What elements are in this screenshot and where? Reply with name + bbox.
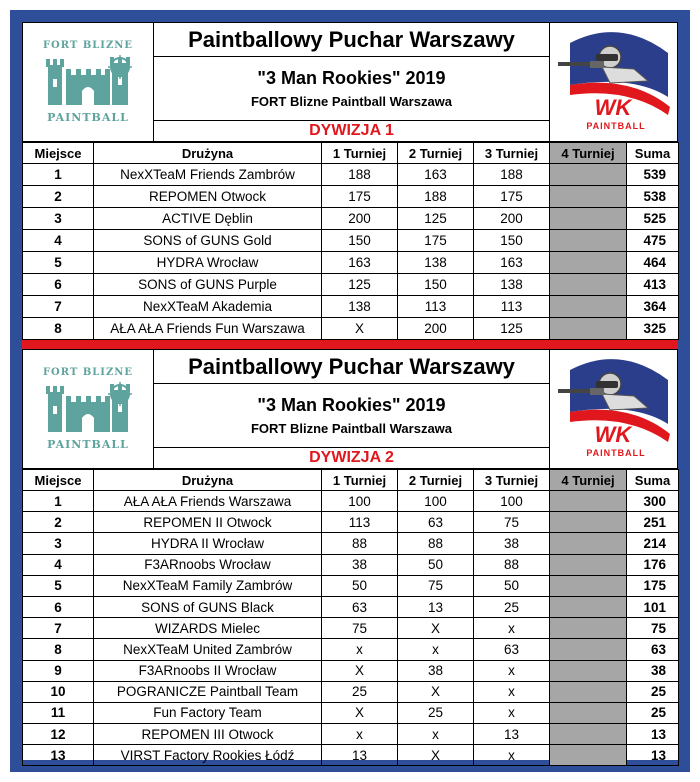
cup-title: Paintballowy Puchar Warszawy <box>154 350 549 384</box>
sum-cell: 13 <box>627 745 679 766</box>
sum-cell: 413 <box>627 274 679 296</box>
team-cell: REPOMEN III Otwock <box>94 724 322 745</box>
tournament-1-cell: 163 <box>322 252 398 274</box>
division-label: DYWIZJA 2 <box>309 449 394 466</box>
tournament-2-cell: 163 <box>398 164 474 186</box>
sum-cell: 525 <box>627 208 679 230</box>
tournament-3-cell: 38 <box>474 533 550 554</box>
tournament-1-cell: 100 <box>322 491 398 512</box>
section-divider <box>22 340 678 349</box>
table-row <box>23 252 679 274</box>
tournament-4-cell <box>550 318 627 340</box>
sum-cell: 25 <box>627 681 679 702</box>
team-cell: SONS of GUNS Gold <box>94 230 322 252</box>
sum-cell: 13 <box>627 724 679 745</box>
results-sheet <box>22 22 678 763</box>
sum-cell: 325 <box>627 318 679 340</box>
tournament-3-cell: x <box>474 702 550 723</box>
place-cell: 8 <box>23 318 94 340</box>
title-block <box>154 22 549 142</box>
sum-cell: 25 <box>627 702 679 723</box>
team-cell: REPOMEN II Otwock <box>94 512 322 533</box>
title-block <box>154 349 549 469</box>
sum-cell: 175 <box>627 575 679 596</box>
tournament-1-cell: x <box>322 639 398 660</box>
team-cell: WIZARDS Mielec <box>94 618 322 639</box>
tournament-2-cell: X <box>398 618 474 639</box>
division-label: DYWIZJA 1 <box>309 122 394 139</box>
place-cell: 9 <box>23 660 94 681</box>
tournament-1-cell: 13 <box>322 745 398 766</box>
column-header: Miejsce <box>23 470 94 491</box>
table-row <box>23 533 679 554</box>
tournament-4-cell <box>550 724 627 745</box>
venue-name: FORT Blizne Paintball Warszawa <box>250 421 453 436</box>
table-header-row <box>23 143 679 164</box>
place-cell: 6 <box>23 596 94 617</box>
tournament-2-cell: 38 <box>398 660 474 681</box>
tournament-3-cell: 138 <box>474 274 550 296</box>
column-header: Miejsce <box>23 143 94 164</box>
tournament-1-cell: 188 <box>322 164 398 186</box>
tournament-1-cell: X <box>322 660 398 681</box>
tournament-3-cell: x <box>474 660 550 681</box>
tournament-4-cell <box>550 533 627 554</box>
tournament-4-cell <box>550 702 627 723</box>
tournament-4-cell <box>550 681 627 702</box>
tournament-1-cell: 88 <box>322 533 398 554</box>
tournament-1-cell: 63 <box>322 596 398 617</box>
logo-text-bottom: PAINTBALL <box>47 438 129 451</box>
cup-title: Paintballowy Puchar Warszawy <box>154 23 549 57</box>
team-cell: NexXTeaM Akademia <box>94 296 322 318</box>
tournament-2-cell: 113 <box>398 296 474 318</box>
tournament-4-cell <box>550 491 627 512</box>
tournament-4-cell <box>550 252 627 274</box>
tournament-4-cell <box>550 186 627 208</box>
place-cell: 3 <box>23 208 94 230</box>
tournament-2-cell: 138 <box>398 252 474 274</box>
place-cell: 4 <box>23 230 94 252</box>
event-block <box>154 384 549 448</box>
table-row <box>23 274 679 296</box>
column-header: 2 Turniej <box>398 470 474 491</box>
table-row <box>23 596 679 617</box>
event-name: "3 Man Rookies" 2019 <box>257 68 446 88</box>
tournament-2-cell: x <box>398 724 474 745</box>
table-row <box>23 318 679 340</box>
tournament-4-cell <box>550 274 627 296</box>
tournament-3-cell: 188 <box>474 164 550 186</box>
team-cell: ACTIVE Dęblin <box>94 208 322 230</box>
team-cell: NexXTeaM Family Zambrów <box>94 575 322 596</box>
logo-text-top: FORT BLIZNE <box>42 40 134 51</box>
wk-text: WK <box>594 95 632 120</box>
table-row <box>23 296 679 318</box>
place-cell: 12 <box>23 724 94 745</box>
tournament-1-cell: 50 <box>322 575 398 596</box>
venue-name: FORT Blizne Paintball Warszawa <box>250 94 453 109</box>
fort-blizne-logo <box>22 22 154 142</box>
tournament-3-cell: 88 <box>474 554 550 575</box>
column-header: 4 Turniej <box>550 143 627 164</box>
place-cell: 7 <box>23 296 94 318</box>
tournament-4-cell <box>550 164 627 186</box>
tournament-4-cell <box>550 660 627 681</box>
sum-cell: 364 <box>627 296 679 318</box>
column-header: 3 Turniej <box>474 470 550 491</box>
tournament-4-cell <box>550 618 627 639</box>
tournament-1-cell: 75 <box>322 618 398 639</box>
table-row <box>23 618 679 639</box>
place-cell: 11 <box>23 702 94 723</box>
team-cell: AŁA AŁA Friends Warszawa <box>94 491 322 512</box>
column-header: Suma <box>627 470 679 491</box>
fort-blizne-logo <box>22 349 154 469</box>
team-cell: AŁA AŁA Friends Fun Warszawa <box>94 318 322 340</box>
team-cell: F3ARnoobs II Wrocław <box>94 660 322 681</box>
column-header: Drużyna <box>94 470 322 491</box>
tournament-2-cell: X <box>398 745 474 766</box>
tournament-3-cell: 125 <box>474 318 550 340</box>
tournament-2-cell: 125 <box>398 208 474 230</box>
table-row <box>23 164 679 186</box>
tournament-3-cell: 75 <box>474 512 550 533</box>
wk-paintball-logo <box>549 22 678 142</box>
place-cell: 1 <box>23 164 94 186</box>
sum-cell: 300 <box>627 491 679 512</box>
tournament-2-cell: 88 <box>398 533 474 554</box>
table-row <box>23 512 679 533</box>
tournament-2-cell: 75 <box>398 575 474 596</box>
wk-paintball-player-icon <box>550 23 677 141</box>
place-cell: 8 <box>23 639 94 660</box>
event-name: "3 Man Rookies" 2019 <box>257 395 446 415</box>
table-row <box>23 186 679 208</box>
place-cell: 5 <box>23 252 94 274</box>
logo-text-top: FORT BLIZNE <box>42 367 134 378</box>
tournament-2-cell: 13 <box>398 596 474 617</box>
tournament-4-cell <box>550 745 627 766</box>
table-row <box>23 745 679 766</box>
tournament-2-cell: 25 <box>398 702 474 723</box>
team-cell: REPOMEN Otwock <box>94 186 322 208</box>
place-cell: 5 <box>23 575 94 596</box>
tournament-2-cell: X <box>398 681 474 702</box>
team-cell: NexXTeaM United Zambrów <box>94 639 322 660</box>
column-header: 1 Turniej <box>322 143 398 164</box>
team-cell: NexXTeaM Friends Zambrów <box>94 164 322 186</box>
place-cell: 6 <box>23 274 94 296</box>
tournament-3-cell: 13 <box>474 724 550 745</box>
place-cell: 1 <box>23 491 94 512</box>
tournament-3-cell: 113 <box>474 296 550 318</box>
sum-cell: 464 <box>627 252 679 274</box>
table-row <box>23 230 679 252</box>
tournament-3-cell: 50 <box>474 575 550 596</box>
wk-paintball-logo <box>549 349 678 469</box>
tournament-4-cell <box>550 554 627 575</box>
wk-paintball-player-icon <box>550 350 677 468</box>
tournament-3-cell: x <box>474 618 550 639</box>
tournament-2-cell: 63 <box>398 512 474 533</box>
tournament-1-cell: 138 <box>322 296 398 318</box>
team-cell: VIRST Factory Rookies Łódź <box>94 745 322 766</box>
column-header: Drużyna <box>94 143 322 164</box>
place-cell: 2 <box>23 186 94 208</box>
tournament-3-cell: x <box>474 745 550 766</box>
tournament-3-cell: 163 <box>474 252 550 274</box>
column-header: 2 Turniej <box>398 143 474 164</box>
team-cell: POGRANICZE Paintball Team <box>94 681 322 702</box>
table-body <box>23 164 679 340</box>
division-2-section <box>22 349 678 763</box>
team-cell: HYDRA II Wrocław <box>94 533 322 554</box>
tournament-4-cell <box>550 512 627 533</box>
place-cell: 3 <box>23 533 94 554</box>
table-body <box>23 491 679 766</box>
tournament-4-cell <box>550 596 627 617</box>
tournament-1-cell: 150 <box>322 230 398 252</box>
tournament-3-cell: 100 <box>474 491 550 512</box>
team-cell: Fun Factory Team <box>94 702 322 723</box>
tournament-1-cell: 38 <box>322 554 398 575</box>
tournament-2-cell: 150 <box>398 274 474 296</box>
wk-sub-text: PAINTBALL <box>586 448 646 458</box>
place-cell: 7 <box>23 618 94 639</box>
tournament-2-cell: 175 <box>398 230 474 252</box>
place-cell: 10 <box>23 681 94 702</box>
tournament-3-cell: 200 <box>474 208 550 230</box>
sum-cell: 176 <box>627 554 679 575</box>
tournament-1-cell: x <box>322 724 398 745</box>
table-row <box>23 702 679 723</box>
tournament-4-cell <box>550 575 627 596</box>
tournament-2-cell: 188 <box>398 186 474 208</box>
column-header: Suma <box>627 143 679 164</box>
tournament-3-cell: 175 <box>474 186 550 208</box>
table-header-row <box>23 470 679 491</box>
wk-text: WK <box>594 422 632 447</box>
tournament-2-cell: 100 <box>398 491 474 512</box>
division-1-section <box>22 22 678 340</box>
place-cell: 13 <box>23 745 94 766</box>
ranking-table <box>22 469 679 766</box>
team-cell: HYDRA Wrocław <box>94 252 322 274</box>
place-cell: 2 <box>23 512 94 533</box>
team-cell: SONS of GUNS Black <box>94 596 322 617</box>
wk-sub-text: PAINTBALL <box>586 121 646 131</box>
tournament-4-cell <box>550 230 627 252</box>
team-cell: F3ARnoobs Wrocław <box>94 554 322 575</box>
tournament-3-cell: 150 <box>474 230 550 252</box>
sum-cell: 251 <box>627 512 679 533</box>
tournament-1-cell: 25 <box>322 681 398 702</box>
sum-cell: 539 <box>627 164 679 186</box>
event-block <box>154 57 549 121</box>
table-row <box>23 724 679 745</box>
table-row <box>23 554 679 575</box>
table-row <box>23 639 679 660</box>
tournament-1-cell: 175 <box>322 186 398 208</box>
tournament-4-cell <box>550 639 627 660</box>
column-header: 4 Turniej <box>550 470 627 491</box>
place-cell: 4 <box>23 554 94 575</box>
fort-castle-icon <box>40 378 136 438</box>
table-row <box>23 208 679 230</box>
division-header <box>22 22 678 142</box>
tournament-1-cell: X <box>322 318 398 340</box>
tournament-4-cell <box>550 296 627 318</box>
table-row <box>23 575 679 596</box>
tournament-1-cell: 200 <box>322 208 398 230</box>
tournament-1-cell: 113 <box>322 512 398 533</box>
fort-castle-icon <box>40 51 136 111</box>
tournament-4-cell <box>550 208 627 230</box>
tournament-3-cell: x <box>474 681 550 702</box>
tournament-2-cell: 200 <box>398 318 474 340</box>
tournament-2-cell: 50 <box>398 554 474 575</box>
sum-cell: 38 <box>627 660 679 681</box>
table-row <box>23 681 679 702</box>
tournament-2-cell: x <box>398 639 474 660</box>
tournament-1-cell: 125 <box>322 274 398 296</box>
column-header: 3 Turniej <box>474 143 550 164</box>
sum-cell: 63 <box>627 639 679 660</box>
division-header <box>22 349 678 469</box>
table-row <box>23 491 679 512</box>
tournament-3-cell: 63 <box>474 639 550 660</box>
sum-cell: 75 <box>627 618 679 639</box>
logo-text-bottom: PAINTBALL <box>47 111 129 124</box>
sum-cell: 101 <box>627 596 679 617</box>
ranking-table <box>22 142 679 340</box>
tournament-1-cell: X <box>322 702 398 723</box>
table-row <box>23 660 679 681</box>
column-header: 1 Turniej <box>322 470 398 491</box>
sum-cell: 475 <box>627 230 679 252</box>
sum-cell: 538 <box>627 186 679 208</box>
sum-cell: 214 <box>627 533 679 554</box>
outer-frame <box>10 10 690 772</box>
team-cell: SONS of GUNS Purple <box>94 274 322 296</box>
tournament-3-cell: 25 <box>474 596 550 617</box>
